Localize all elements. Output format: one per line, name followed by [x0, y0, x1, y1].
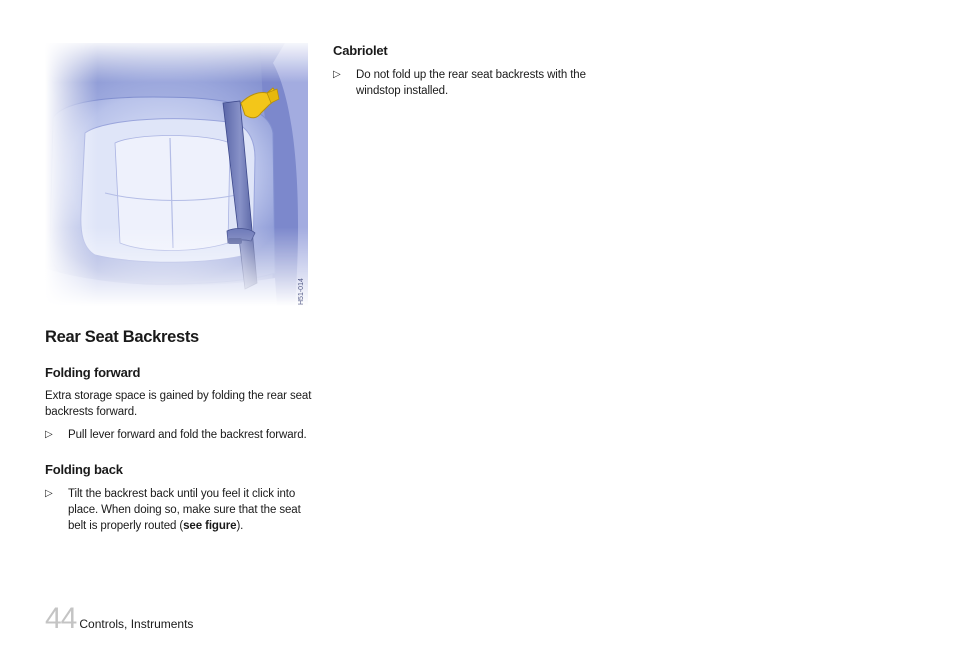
figure-code: H51-014: [298, 278, 305, 305]
folding-back-step: [45, 486, 315, 534]
see-figure-reference: see figure: [183, 520, 237, 532]
cabriolet-heading: Cabriolet: [333, 43, 388, 58]
step-text: Do not fold up the rear seat backrests with the windstop installed.: [356, 69, 586, 97]
seat-illustration: [45, 43, 308, 306]
step-arrow-icon: ▷: [333, 69, 341, 80]
step-arrow-icon: ▷: [45, 429, 53, 440]
folding-forward-step: [45, 427, 315, 443]
step-text: Tilt the backrest back until you feel it click into place. When doing so, make sure that the seat belt is properly routed (: [68, 488, 301, 532]
page-footer: [45, 603, 193, 635]
section-title: Rear Seat Backrests: [45, 328, 199, 346]
folding-back-heading: Folding back: [45, 462, 123, 477]
step-text-end: ).: [236, 520, 244, 532]
right-column: [333, 42, 623, 108]
step-text: Pull lever forward and fold the backrest forward.: [68, 429, 307, 441]
folding-forward-heading: Folding forward: [45, 365, 141, 380]
rear-seat-drawing: [45, 43, 308, 306]
left-column: [45, 326, 315, 543]
page-number: 44: [45, 602, 77, 635]
folding-forward-intro: Extra storage space is gained by folding the rear seat backrests forward.: [45, 390, 312, 418]
footer-section: Controls, Instruments: [79, 617, 194, 631]
step-arrow-icon: ▷: [45, 488, 53, 499]
cabriolet-step: [333, 67, 623, 99]
